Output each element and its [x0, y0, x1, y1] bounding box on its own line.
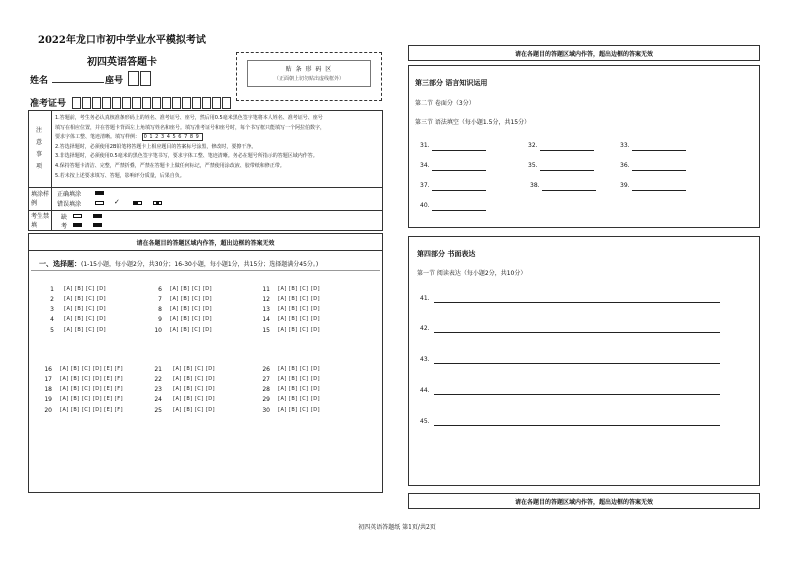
question-number: 3	[50, 306, 54, 313]
notice-line: 4.保持答题卡清洁、完整，严禁折叠，严禁在答题卡上做任何标记，严禁使用涂改液、胶带纸和修正带。	[55, 162, 285, 169]
answer-options[interactable]: [A] [B] [C] [D]	[173, 366, 216, 372]
grammar-number: 33.	[620, 142, 630, 149]
answer-options[interactable]: [A] [B] [C] [D]	[278, 316, 321, 322]
grammar-blank[interactable]	[632, 170, 686, 171]
notice-line: 要求字体工整、笔迹清晰。填写样例：	[55, 134, 141, 141]
question-number: 8	[158, 306, 162, 313]
exam-mark	[73, 223, 82, 227]
top-warning-box	[408, 45, 760, 61]
answer-options[interactable]: [A] [B] [C] [D] [E] [F]	[60, 396, 124, 402]
section4-title: 第四部分 书面表达	[417, 250, 476, 258]
notice-block	[28, 110, 383, 231]
question-number: 2	[50, 296, 54, 303]
page-footer: 初四英语答题纸 第1页/共2页	[358, 524, 436, 531]
question-number: 10	[154, 327, 162, 334]
section3-part2: 第二节 卷面分（3分）	[415, 100, 475, 107]
notice-line: 3.非选择题时，必须使用0.5毫米的黑色签字笔书写，要求字体工整、笔迹清晰。务必在题号所指示的答题区域内作答。	[55, 153, 318, 160]
question-number: 20	[44, 407, 52, 414]
question-number: 16	[44, 366, 52, 373]
section3-part3: 第三节 语法填空（每小题1.5分，共15分）	[415, 119, 531, 126]
writing-number: 45.	[420, 418, 430, 425]
question-number: 13	[262, 306, 270, 313]
answer-options[interactable]: [A] [B] [C] [D]	[278, 376, 321, 382]
grammar-number: 32.	[528, 142, 538, 149]
section3-box	[408, 65, 760, 228]
answer-options[interactable]: [A] [B] [C] [D]	[173, 407, 216, 413]
question-number: 25	[154, 407, 162, 414]
notice-line: 5.若未按上述要求填写、答题，影响评分质量，后果自负。	[55, 172, 185, 179]
barcode-note: （正面朝上切勿贴出虚线框外）	[273, 76, 344, 82]
notice-line: 填写在相应位置，并在答题卡背面左上角填写姓名和座号。填写准考证号和座号时，每个书写框只能填写一个阿拉伯数字，	[55, 124, 326, 131]
section1-warning: 请在各题目的答题区域内作答，超出边框的答案无效	[136, 240, 275, 247]
writing-line[interactable]	[434, 425, 720, 426]
question-number: 15	[262, 327, 270, 334]
seat-field[interactable]	[128, 68, 152, 87]
fill-correct-label: 正确填涂	[57, 191, 82, 198]
answer-options[interactable]: [A] [B] [C] [D]	[173, 376, 216, 382]
answer-options[interactable]: [A] [B] [C] [D]	[278, 306, 321, 312]
question-number: 14	[262, 316, 270, 323]
absent-missing-label: 缺	[61, 214, 68, 221]
answer-options[interactable]: [A] [B] [C] [D]	[278, 407, 321, 413]
absent-exam-label: 考	[61, 223, 68, 230]
writing-number: 42.	[420, 325, 430, 332]
answer-options[interactable]: [A] [B] [C] [D]	[170, 316, 213, 322]
grammar-blank[interactable]	[540, 170, 594, 171]
question-number: 24	[154, 396, 162, 403]
section1-instructions: (1-15小题，每小题2分，共30分；16-30小题，每小题1分，共15分；选择题满分45分。)	[81, 261, 319, 268]
wrong-mark-partial	[133, 201, 142, 205]
notice-label: 注意事项	[36, 127, 43, 170]
answer-options[interactable]: [A] [B] [C] [D]	[278, 386, 321, 392]
question-number: 28	[262, 386, 270, 393]
answer-options[interactable]: [A] [B] [C] [D] [E] [F]	[60, 366, 124, 372]
name-label: 姓名	[30, 76, 49, 86]
writing-number: 43.	[420, 356, 430, 363]
top-warning: 请在各题目的答题区域内作答，超出边框的答案无效	[514, 51, 653, 58]
answer-options[interactable]: [A] [B] [C] [D]	[170, 286, 213, 292]
grammar-blank[interactable]	[632, 150, 686, 151]
answer-options[interactable]: [A] [B] [C] [D]	[173, 386, 216, 392]
question-number: 7	[158, 296, 162, 303]
bottom-warning-box	[408, 493, 760, 509]
section4-part1: 第一节 阅读表达（每小题2分，共10分）	[417, 270, 527, 277]
question-number: 19	[44, 396, 52, 403]
question-number: 11	[262, 286, 270, 293]
missing-mark	[93, 214, 102, 218]
answer-options[interactable]: [A] [B] [C] [D]	[64, 327, 107, 333]
answer-options[interactable]: [A] [B] [C] [D]	[64, 316, 107, 322]
grammar-number: 35.	[528, 162, 538, 169]
question-number: 30	[262, 407, 270, 414]
notice-text	[55, 114, 381, 181]
grammar-number: 38.	[530, 182, 540, 189]
exam-no-label: 准考证号	[30, 99, 67, 109]
grammar-number: 39.	[620, 182, 630, 189]
grammar-blank[interactable]	[632, 190, 686, 191]
question-number: 9	[158, 316, 162, 323]
exam-no-field[interactable]	[72, 92, 232, 111]
answer-options[interactable]: [A] [B] [C] [D]	[170, 327, 213, 333]
question-number: 12	[262, 296, 270, 303]
answer-options[interactable]: [A] [B] [C] [D] [E] [F]	[60, 376, 124, 382]
question-number: 6	[158, 286, 162, 293]
answer-options[interactable]: [A] [B] [C] [D]	[278, 286, 321, 292]
grammar-number: 37.	[420, 182, 430, 189]
question-number: 18	[44, 386, 52, 393]
writing-number: 41.	[420, 295, 430, 302]
answer-options[interactable]: [A] [B] [C] [D]	[64, 296, 107, 302]
grammar-blank[interactable]	[432, 150, 486, 151]
correct-mark	[95, 191, 104, 195]
writing-number: 44.	[420, 387, 430, 394]
barcode-title: 贴 条 形 码 区	[285, 66, 333, 73]
answer-options[interactable]: [A] [B] [C] [D]	[278, 366, 321, 372]
answer-options[interactable]: [A] [B] [C] [D]	[173, 396, 216, 402]
answer-options[interactable]: [A] [B] [C] [D]	[64, 306, 107, 312]
grammar-blank[interactable]	[540, 150, 594, 151]
wrong-mark-middle	[153, 201, 162, 205]
writing-line[interactable]	[434, 302, 720, 303]
grammar-number: 31.	[420, 142, 430, 149]
question-number: 17	[44, 376, 52, 383]
missing-box[interactable]	[73, 214, 82, 218]
answer-options[interactable]: [A] [B] [C] [D] [E] [F]	[60, 407, 124, 413]
writing-line[interactable]	[434, 363, 720, 364]
section1-box	[28, 233, 383, 493]
question-number: 4	[50, 316, 54, 323]
wrong-mark-empty	[95, 201, 104, 205]
fill-wrong-label: 错误填涂	[57, 201, 82, 208]
grammar-blank[interactable]	[432, 190, 486, 191]
seat-label: 座号	[105, 76, 124, 86]
question-number: 26	[262, 366, 270, 373]
question-number: 22	[154, 376, 162, 383]
grammar-blank[interactable]	[432, 170, 486, 171]
answer-options[interactable]: [A] [B] [C] [D]	[278, 296, 321, 302]
question-number: 27	[262, 376, 270, 383]
answer-options[interactable]: [A] [B] [C] [D]	[64, 286, 107, 292]
section3-title: 第三部分 语言知识运用	[415, 79, 488, 87]
fill-example-label: 填涂样例	[31, 191, 50, 207]
card-subtitle: 初四英语答题卡	[87, 57, 157, 68]
exam-mark-2	[93, 223, 102, 227]
writing-line[interactable]	[434, 394, 720, 395]
absent-label: 考生禁填	[31, 213, 50, 229]
question-number: 23	[154, 386, 162, 393]
answer-options[interactable]: [A] [B] [C] [D]	[170, 306, 213, 312]
notice-line: 2.答选择题时，必须使用2B铅笔将答题卡上相应题目的答案标号涂黑，修改时，要擦干净。	[55, 143, 257, 150]
writing-line[interactable]	[434, 332, 720, 333]
bottom-warning: 请在各题目的答题区域内作答，超出边框的答案无效	[514, 499, 653, 506]
notice-line: 1.答题前，考生务必认真核准条形码上的姓名、准考证号、座号，然后用0.5毫米黑色签字笔将本人姓名、准考证号、座号	[55, 115, 323, 121]
barcode-area	[236, 52, 382, 101]
answer-options[interactable]: [A] [B] [C] [D]	[278, 396, 321, 402]
answer-options[interactable]: [A] [B] [C] [D]	[170, 296, 213, 302]
sample-digits: 0123456789	[143, 134, 202, 141]
question-number: 1	[50, 286, 54, 293]
section4-box	[408, 236, 760, 486]
grammar-blank[interactable]	[432, 210, 486, 211]
grammar-number: 34.	[420, 162, 430, 169]
section1-heading: 一、选择题：	[39, 260, 81, 268]
question-number: 21	[154, 366, 162, 373]
question-number: 29	[262, 396, 270, 403]
grammar-number: 40.	[420, 202, 430, 209]
check-mark-icon: ✓	[114, 198, 120, 206]
grammar-blank[interactable]	[542, 190, 596, 191]
question-number: 5	[50, 327, 54, 334]
answer-options[interactable]: [A] [B] [C] [D] [E] [F]	[60, 386, 124, 392]
answer-options[interactable]: [A] [B] [C] [D]	[278, 327, 321, 333]
exam-title: 2022年龙口市初中学业水平模拟考试	[38, 35, 206, 46]
grammar-number: 36.	[620, 162, 630, 169]
name-field[interactable]	[52, 82, 104, 83]
